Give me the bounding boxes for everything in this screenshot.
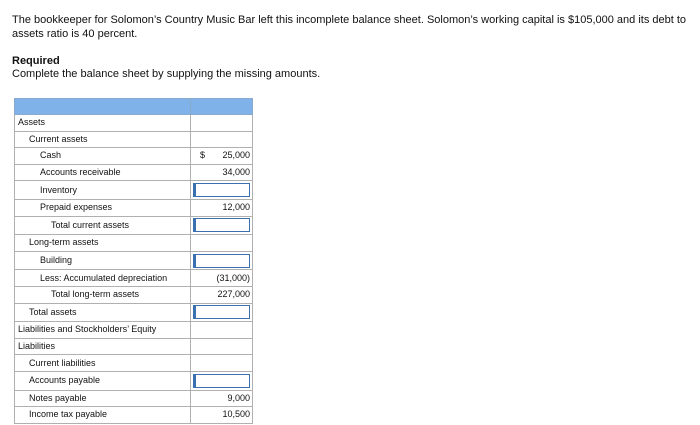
row-label: Inventory — [15, 181, 191, 200]
table-row — [15, 131, 253, 148]
row-amount: (31,000) — [216, 272, 250, 283]
row-label: Accounts receivable — [15, 164, 191, 181]
row-label: Cash — [15, 148, 191, 165]
row-label: Assets — [15, 115, 191, 132]
row-amount-cell — [191, 164, 253, 181]
amount-input-cell — [191, 251, 253, 270]
row-label: Accounts payable — [15, 371, 191, 390]
row-label: Building — [15, 251, 191, 270]
row-label: Income tax payable — [15, 407, 191, 424]
row-label: Total assets — [15, 303, 191, 322]
problem-statement: The bookkeeper for Solomon’s Country Music Bar left this incomplete balance sheet. Solomon’s working capital is $105,000 and its debt to assets ratio is 40 percent. — [12, 14, 687, 40]
amount-input-cell — [191, 371, 253, 390]
table-header-row — [15, 99, 253, 115]
row-amount-cell — [191, 199, 253, 216]
table-row — [15, 338, 253, 355]
row-amount-cell — [191, 286, 253, 303]
table-row — [15, 216, 253, 235]
row-amount-cell — [191, 131, 253, 148]
row-amount-cell — [191, 270, 253, 287]
amount-input-cell — [191, 216, 253, 235]
amount-input[interactable] — [193, 374, 250, 388]
row-amount-cell — [191, 148, 253, 165]
header-label-cell — [15, 99, 191, 115]
row-label: Long-term assets — [15, 235, 191, 252]
table-row — [15, 235, 253, 252]
row-label: Current liabilities — [15, 355, 191, 372]
required-heading: Required — [12, 55, 60, 67]
amount-input[interactable] — [193, 305, 250, 319]
row-label: Current assets — [15, 131, 191, 148]
table-row — [15, 286, 253, 303]
row-label: Total long-term assets — [15, 286, 191, 303]
table-row — [15, 199, 253, 216]
row-label: Notes payable — [15, 390, 191, 407]
row-label: Less: Accumulated depreciation — [15, 270, 191, 287]
table-row — [15, 390, 253, 407]
amount-input[interactable] — [193, 254, 250, 268]
amount-input-cell — [191, 303, 253, 322]
row-amount-cell — [191, 115, 253, 132]
row-amount-cell — [191, 407, 253, 424]
row-amount: 34,000 — [222, 167, 250, 178]
table-row — [15, 115, 253, 132]
dollar-sign: $ — [200, 150, 206, 161]
table-row — [15, 251, 253, 270]
table-row — [15, 270, 253, 287]
row-amount: 9,000 — [227, 392, 250, 403]
table-row — [15, 355, 253, 372]
row-amount-cell — [191, 338, 253, 355]
row-amount-cell — [191, 390, 253, 407]
table-row — [15, 407, 253, 424]
table-row — [15, 181, 253, 200]
row-amount-cell — [191, 235, 253, 252]
row-amount-cell — [191, 355, 253, 372]
required-instructions: Complete the balance sheet by supplying the missing amounts. — [12, 68, 321, 80]
table-row — [15, 322, 253, 339]
table-row — [15, 164, 253, 181]
row-label: Total current assets — [15, 216, 191, 235]
row-amount-cell — [191, 322, 253, 339]
header-amount-cell — [191, 99, 253, 115]
row-label: Liabilities and Stockholders’ Equity — [15, 322, 191, 339]
table-row — [15, 148, 253, 165]
balance-sheet-table — [14, 98, 253, 424]
row-label: Prepaid expenses — [15, 199, 191, 216]
table-row — [15, 371, 253, 390]
amount-input[interactable] — [193, 218, 250, 232]
row-label: Liabilities — [15, 338, 191, 355]
balance-sheet — [14, 98, 250, 420]
row-amount: 25,000 — [222, 150, 250, 161]
row-amount: 10,500 — [222, 409, 250, 420]
table-row — [15, 303, 253, 322]
amount-input-cell — [191, 181, 253, 200]
row-amount: 227,000 — [217, 289, 250, 300]
amount-input[interactable] — [193, 183, 250, 197]
row-amount: 12,000 — [222, 202, 250, 213]
